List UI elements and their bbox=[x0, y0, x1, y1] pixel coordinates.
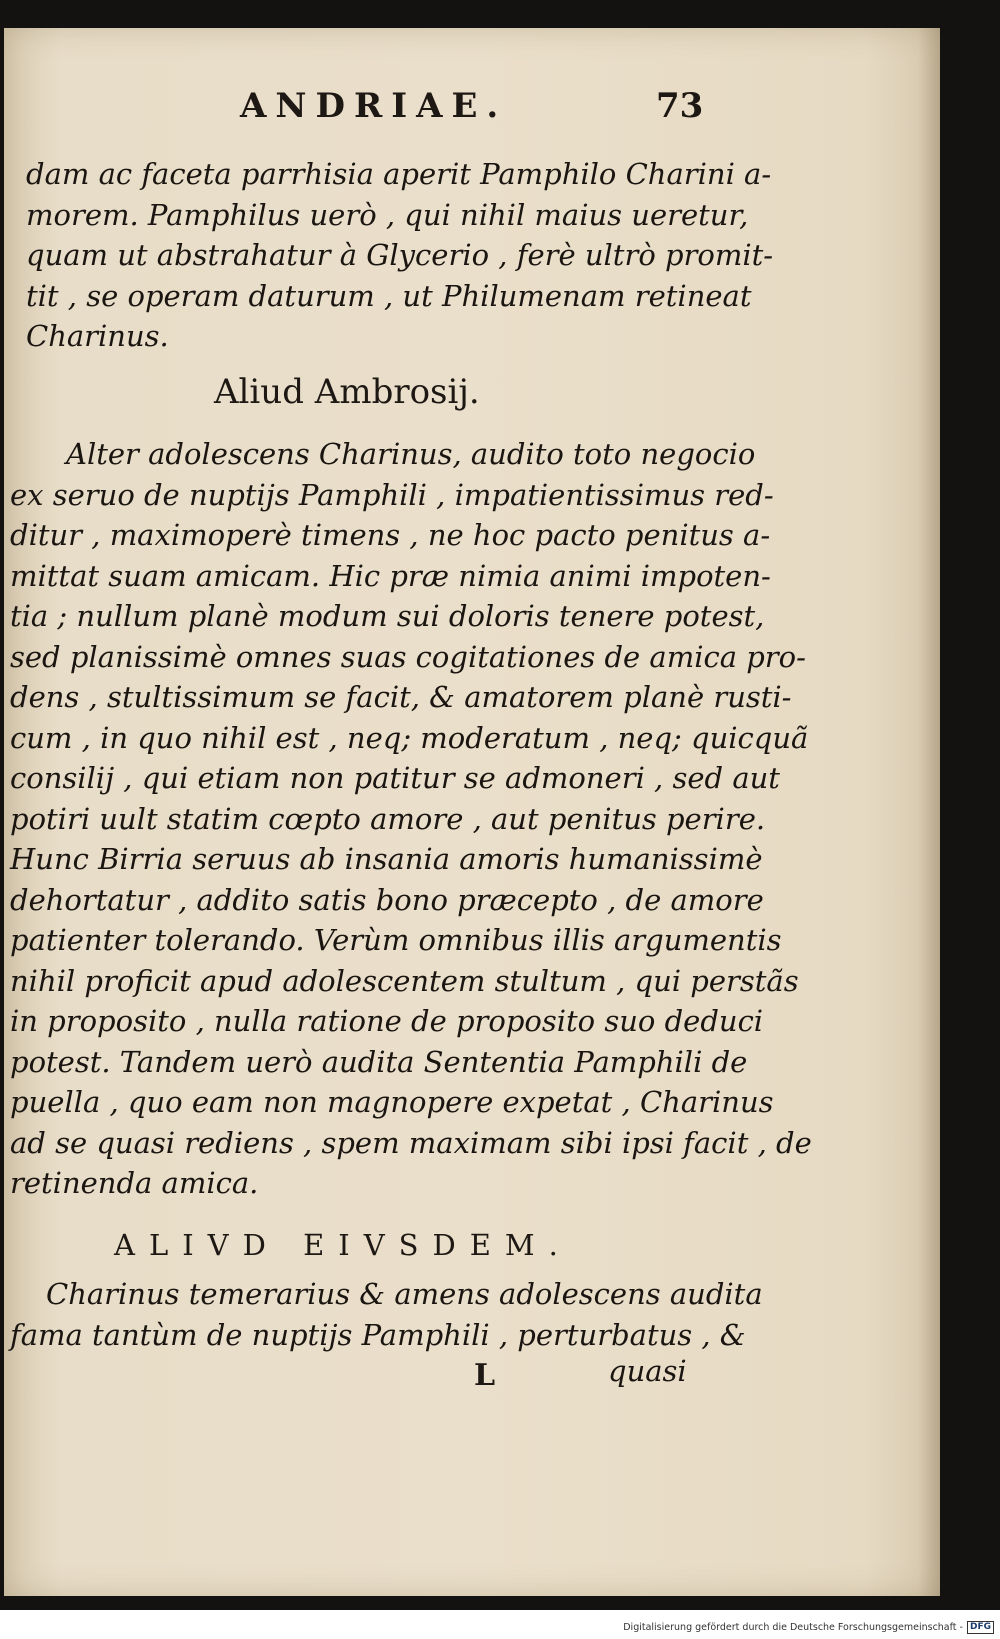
text-line: Charinus. bbox=[26, 319, 169, 353]
text-line: mittat suam amicam. Hic præ nimia animi impoten- bbox=[10, 558, 771, 593]
text-line: quam ut abstrahatur à Glycerio , ferè ultrò promit- bbox=[26, 238, 774, 272]
catchword: quasi bbox=[608, 1354, 687, 1388]
text-line: dehortatur , addito satis bono præcepto , de amore bbox=[10, 882, 764, 917]
text-line: nihil proficit apud adolescentem stultum , qui perstãs bbox=[10, 963, 799, 998]
text-line: in proposito , nulla ratione de proposito suo deduci bbox=[10, 1004, 764, 1038]
text-line: Charinus temerarius & amens adolescens audita bbox=[46, 1277, 763, 1311]
running-title: ANDRIAE. bbox=[240, 86, 508, 126]
text-line: dens , stultissimum se facit, & amatorem planè rusti- bbox=[10, 680, 792, 714]
argument-paragraph-2 bbox=[10, 434, 812, 1204]
text-line: sed planissimè omnes suas cogitationes de amica pro- bbox=[10, 639, 806, 674]
book-page bbox=[4, 28, 940, 1596]
text-line: morem. Pamphilus uerò , qui nihil maius ueretur, bbox=[26, 197, 749, 232]
page-fold-shadow bbox=[918, 28, 940, 1596]
argument-paragraph-1 bbox=[26, 154, 774, 357]
text-line: fama tantùm de nuptijs Pamphili , perturbatus , & bbox=[10, 1317, 746, 1352]
text-line: retinenda amica. bbox=[10, 1166, 259, 1200]
signature-mark: L bbox=[474, 1358, 496, 1393]
text-line: potiri uult statim cœpto amore , aut penitus perire. bbox=[10, 801, 766, 836]
text-line: cum , in quo nihil est , neq; moderatum , neq; quicquã bbox=[10, 720, 809, 755]
text-line: patienter tolerando. Verùm omnibus illis argumentis bbox=[10, 923, 782, 957]
text-line: consilij , qui etiam non patitur se admoneri , sed aut bbox=[10, 761, 780, 795]
text-line: dam ac faceta parrhisia aperit Pamphilo Charini a- bbox=[26, 157, 772, 191]
text-line: tit , se operam daturum , ut Philumenam retineat bbox=[26, 278, 752, 313]
digitization-credit bbox=[623, 1621, 994, 1634]
text-line: ditur , maximoperè timens , ne hoc pacto penitus a- bbox=[10, 518, 771, 552]
page-number: 73 bbox=[656, 86, 704, 126]
text-line: ad se quasi rediens , spem maximam sibi ipsi facit , de bbox=[10, 1125, 812, 1160]
section-heading-eiusdem: ALIVD EIVSDEM. bbox=[114, 1228, 572, 1262]
text-line: potest. Tandem uerò audita Sententia Pamphili de bbox=[10, 1044, 748, 1079]
text-line: puella , quo eam non magnopere expetat , Charinus bbox=[10, 1085, 774, 1119]
section-heading-ambrosij: Aliud Ambrosij. bbox=[214, 372, 480, 412]
dfg-logo: DFG bbox=[967, 1621, 994, 1634]
credit-text: Digitalisierung gefördert durch die Deutsche Forschungsgemeinschaft - bbox=[623, 1622, 963, 1633]
text-line: tia ; nullum planè modum sui doloris tenere potest, bbox=[10, 599, 765, 633]
text-line: ex seruo de nuptijs Pamphili , impatientissimus red- bbox=[10, 477, 774, 512]
text-line: Alter adolescens Charinus, audito toto negocio bbox=[66, 437, 756, 471]
argument-paragraph-3 bbox=[10, 1274, 763, 1355]
text-line: Hunc Birria seruus ab insania amoris humanissimè bbox=[10, 842, 763, 876]
